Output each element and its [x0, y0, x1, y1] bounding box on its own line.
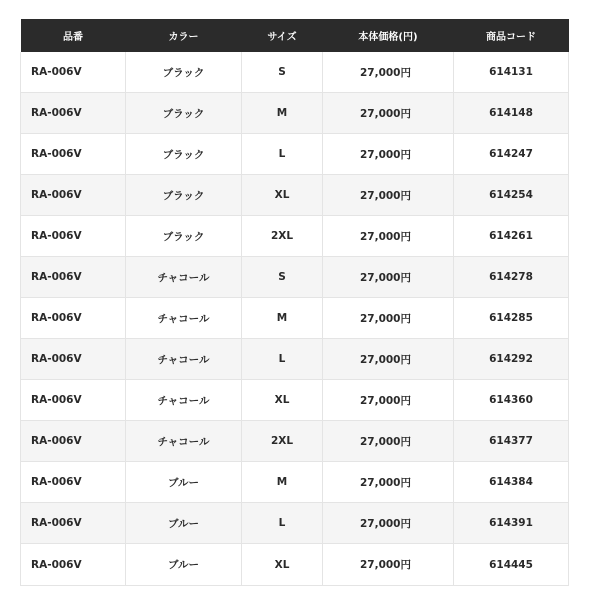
cell-price: 27,000円	[323, 175, 454, 216]
cell-size: L	[242, 134, 323, 175]
table-row	[21, 93, 569, 134]
cell-color: ブルー	[126, 462, 242, 503]
cell-color: チャコール	[126, 298, 242, 339]
table-row	[21, 52, 569, 93]
cell-price: 27,000円	[323, 380, 454, 421]
table-row	[21, 544, 569, 586]
cell-part-number: RA-006V	[21, 134, 126, 175]
cell-part-number: RA-006V	[21, 421, 126, 462]
cell-color: チャコール	[126, 339, 242, 380]
header-color: カラー	[126, 19, 242, 52]
cell-size: XL	[242, 544, 323, 586]
header-row	[21, 19, 569, 52]
table-row	[21, 298, 569, 339]
cell-product-code: 614148	[454, 93, 569, 134]
product-table-container	[20, 19, 568, 586]
cell-size: S	[242, 52, 323, 93]
cell-price: 27,000円	[323, 257, 454, 298]
table-row	[21, 380, 569, 421]
header-price: 本体価格(円)	[323, 19, 454, 52]
cell-product-code: 614254	[454, 175, 569, 216]
cell-part-number: RA-006V	[21, 93, 126, 134]
cell-price: 27,000円	[323, 134, 454, 175]
cell-size: S	[242, 257, 323, 298]
cell-color: ブラック	[126, 134, 242, 175]
table-row	[21, 175, 569, 216]
cell-size: XL	[242, 380, 323, 421]
cell-size: M	[242, 93, 323, 134]
cell-price: 27,000円	[323, 93, 454, 134]
table-header	[21, 19, 569, 52]
cell-product-code: 614360	[454, 380, 569, 421]
cell-price: 27,000円	[323, 339, 454, 380]
cell-part-number: RA-006V	[21, 175, 126, 216]
cell-color: ブルー	[126, 544, 242, 586]
cell-part-number: RA-006V	[21, 257, 126, 298]
cell-part-number: RA-006V	[21, 216, 126, 257]
cell-part-number: RA-006V	[21, 339, 126, 380]
table-row	[21, 134, 569, 175]
cell-product-code: 614285	[454, 298, 569, 339]
cell-price: 27,000円	[323, 52, 454, 93]
cell-size: L	[242, 503, 323, 544]
header-product-code: 商品コード	[454, 19, 569, 52]
cell-color: チャコール	[126, 421, 242, 462]
cell-price: 27,000円	[323, 462, 454, 503]
table-row	[21, 257, 569, 298]
cell-product-code: 614445	[454, 544, 569, 586]
cell-product-code: 614391	[454, 503, 569, 544]
cell-price: 27,000円	[323, 503, 454, 544]
cell-part-number: RA-006V	[21, 544, 126, 586]
cell-price: 27,000円	[323, 421, 454, 462]
cell-size: 2XL	[242, 421, 323, 462]
cell-size: XL	[242, 175, 323, 216]
cell-product-code: 614292	[454, 339, 569, 380]
cell-product-code: 614377	[454, 421, 569, 462]
header-part-number: 品番	[21, 19, 126, 52]
cell-part-number: RA-006V	[21, 503, 126, 544]
table-row	[21, 462, 569, 503]
cell-color: ブルー	[126, 503, 242, 544]
table-body	[21, 52, 569, 586]
cell-product-code: 614278	[454, 257, 569, 298]
table-row	[21, 216, 569, 257]
cell-size: L	[242, 339, 323, 380]
header-size: サイズ	[242, 19, 323, 52]
cell-product-code: 614261	[454, 216, 569, 257]
cell-size: M	[242, 298, 323, 339]
cell-price: 27,000円	[323, 216, 454, 257]
cell-part-number: RA-006V	[21, 462, 126, 503]
cell-part-number: RA-006V	[21, 52, 126, 93]
cell-part-number: RA-006V	[21, 298, 126, 339]
cell-product-code: 614384	[454, 462, 569, 503]
cell-part-number: RA-006V	[21, 380, 126, 421]
cell-product-code: 614247	[454, 134, 569, 175]
cell-product-code: 614131	[454, 52, 569, 93]
cell-color: ブラック	[126, 93, 242, 134]
cell-color: ブラック	[126, 175, 242, 216]
cell-size: M	[242, 462, 323, 503]
table-row	[21, 339, 569, 380]
cell-color: ブラック	[126, 216, 242, 257]
cell-color: チャコール	[126, 257, 242, 298]
cell-color: チャコール	[126, 380, 242, 421]
table-row	[21, 503, 569, 544]
product-spec-table	[20, 19, 569, 586]
cell-price: 27,000円	[323, 544, 454, 586]
cell-price: 27,000円	[323, 298, 454, 339]
table-row	[21, 421, 569, 462]
cell-color: ブラック	[126, 52, 242, 93]
cell-size: 2XL	[242, 216, 323, 257]
